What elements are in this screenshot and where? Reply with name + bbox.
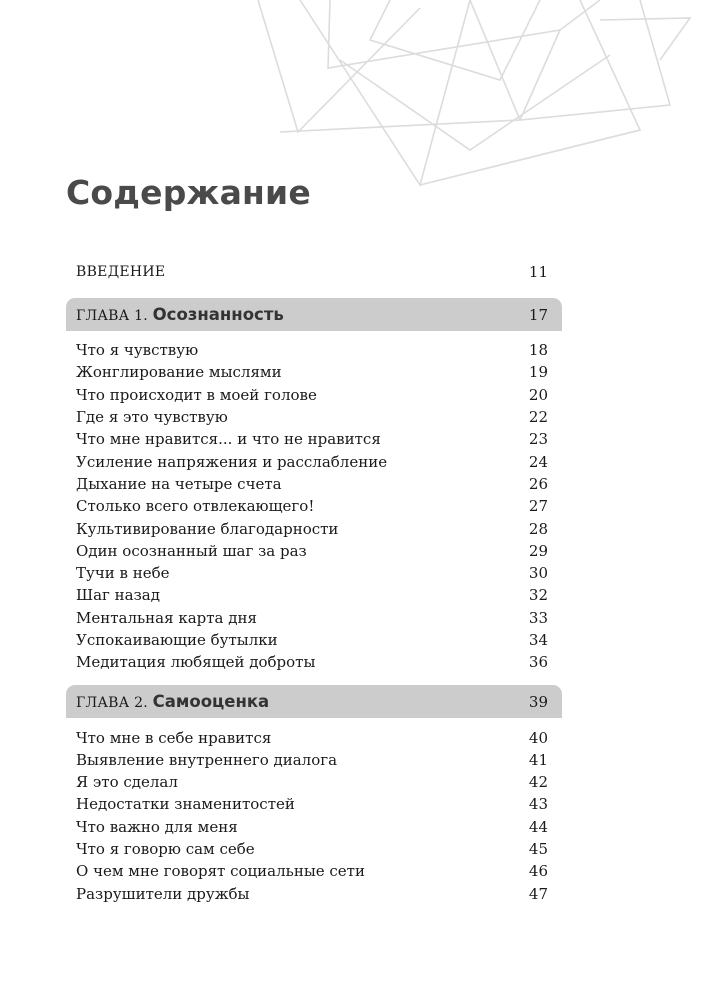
chapter-2-prefix: ГЛАВА 2. [76,695,148,712]
toc-entry-page: 41 [528,750,548,769]
chapter-1-prefix: ГЛАВА 1. [76,308,148,324]
toc-entry[interactable] [66,450,562,472]
toc-entry[interactable] [66,384,562,406]
toc-entry-label: Успокаивающие бутылки [76,631,278,649]
toc-entry-page: 43 [528,795,548,814]
toc-entry-page: 29 [528,541,548,560]
toc-entry-page: 42 [528,773,548,792]
toc-entry[interactable] [66,562,562,584]
toc-entry[interactable] [66,339,562,361]
toc-entry-page: 28 [528,519,548,538]
toc-entry[interactable] [66,816,562,838]
toc-entry[interactable] [66,860,562,882]
toc-entry[interactable] [66,495,562,517]
toc-entry[interactable] [66,428,562,450]
toc-entry-label: Столько всего отвлекающего! [76,497,315,516]
toc-entry[interactable] [66,726,562,748]
toc-entry[interactable] [66,584,562,606]
chapter-2-title: Самооценка [152,692,270,712]
toc-entry-page: 22 [528,408,548,427]
toc-intro-page: 11 [528,263,548,281]
toc-entry[interactable] [66,517,562,539]
chapter-1-title: Осознанность [152,305,284,324]
toc-entry-page: 18 [528,341,548,360]
toc-entry[interactable] [66,771,562,793]
table-of-contents [66,258,562,905]
toc-entry-page: 32 [528,586,548,605]
chapter-1-page: 17 [528,305,548,324]
toc-entry-page: 36 [528,653,548,672]
toc-entry-page: 26 [528,474,548,493]
chapter-2-header[interactable] [66,685,562,718]
toc-entry-page: 19 [528,363,548,382]
chapter-1-header[interactable] [66,298,562,331]
toc-entry-page: 47 [528,884,548,903]
toc-entry[interactable] [66,540,562,562]
toc-entry-label: Дыхание на четыре счета [76,474,282,493]
toc-intro-label: ВВЕДЕНИЕ [76,264,166,280]
toc-entry-page: 46 [528,862,548,881]
toc-entry-label: Разрушители дружбы [76,884,250,903]
toc-entry[interactable] [66,838,562,860]
toc-entry[interactable] [66,473,562,495]
toc-entry-label: Недостатки знаменитостей [76,795,295,814]
toc-entry-page: 20 [528,385,548,404]
toc-entry-label: Усиление напряжения и расслабление [76,452,388,471]
toc-entry-label: Что я чувствую [76,341,199,360]
toc-entry[interactable] [66,629,562,651]
toc-entry-label: Что мне в себе нравится [76,728,272,747]
toc-entry[interactable] [66,607,562,629]
chapter-2-page: 39 [528,692,548,711]
chapter-spacer [66,673,562,685]
toc-intro-row[interactable] [66,258,562,286]
toc-entry[interactable] [66,749,562,771]
toc-entry-label: Тучи в небе [76,564,170,583]
chapter-2-heading [76,692,269,711]
toc-entry-label: Шаг назад [76,586,160,605]
toc-entry[interactable] [66,361,562,383]
toc-entry-page: 23 [528,430,548,449]
toc-entry-label: Один осознанный шаг за раз [76,541,307,560]
toc-entry-label: Я это сделал [76,773,178,792]
toc-entry-label: Выявление внутреннего диалога [76,750,338,769]
toc-entry-page: 45 [528,840,548,859]
toc-entry-label: Что мне нравится... и что не нравится [76,430,381,449]
toc-entry[interactable] [66,883,562,905]
toc-entry[interactable] [66,651,562,673]
toc-entry-page: 30 [528,564,548,583]
toc-entry-label: Где я это чувствую [76,408,228,427]
toc-entry-label: Культивирование благодарности [76,519,339,538]
toc-entry-label: Медитация любящей доброты [76,653,316,672]
page-title: Содержание [66,173,311,212]
toc-entry-page: 33 [528,608,548,627]
geometric-decoration [0,0,703,200]
toc-entry-label: Что я говорю сам себе [76,840,255,859]
toc-entry-page: 27 [528,497,548,516]
toc-entry-page: 34 [528,631,548,649]
toc-entry-label: О чем мне говорят социальные сети [76,862,365,881]
toc-entry[interactable] [66,406,562,428]
toc-entry-page: 24 [528,452,548,471]
toc-entry-page: 40 [528,728,548,747]
toc-entry-label: Что важно для меня [76,817,238,836]
toc-entry-page: 44 [528,817,548,836]
chapter-1-heading [76,305,284,324]
toc-entry-label: Ментальная карта дня [76,608,257,627]
toc-entry-label: Что происходит в моей голове [76,385,317,404]
toc-entry[interactable] [66,793,562,815]
toc-entry-label: Жонглирование мыслями [76,363,282,382]
